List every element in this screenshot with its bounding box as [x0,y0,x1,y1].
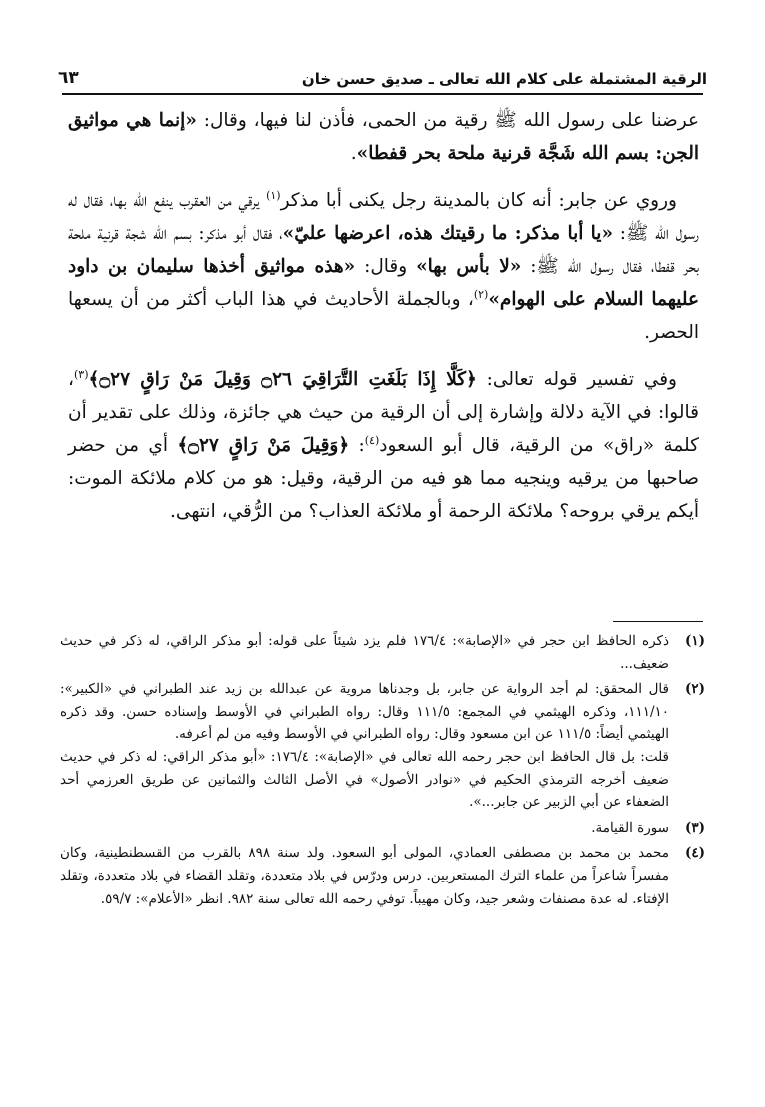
text: : [349,435,365,456]
page-header [58,52,707,88]
hadith-quote: «إنما هي مواثيق الجن: بسم الله شَجَّة قرنية ملحة بحر قفطا» [68,110,699,164]
footnote-text: سورة القيامة. [591,819,669,836]
footnote-ref-2[interactable]: (٢) [473,287,489,301]
footnote-number: (٢) [684,681,705,698]
text: ، فقال أبو مذكر: بسم الله شجة قرنية ملحة بحر قفطا، فقال رسول الله ﷺ: [68,223,700,277]
footnote-body [60,842,669,910]
footnote-1 [60,630,705,675]
hadith-quote: «لا بأس بها» [416,256,522,277]
footnote-text: محمد بن محمد بن مصطفى العمادي، المولى أبو السعود. ولد سنة ٨٩٨ بالقرب من القسطنطينية، وكان مفسراً شاعراً من علماء الترك المستعربين. درس ودرّس في بلاد متعددة، وتقلد القضاء في بلاد متعددة، وتقلد الإفتاء. له عدة مصنفات وشعر جيد، وكان مهيباً. توفي رحمه الله تعالى سنة ٩٨٢. انظر «الأعلام»: ٥٩/٧. [60,845,669,907]
paragraph-1 [68,104,699,170]
footnote-body [60,678,669,814]
main-text [68,104,699,542]
text: وروي عن جابر: أنه كان بالمدينة رجل يكنى أبا مذكر [280,190,677,211]
footnote-number: (٣) [684,819,705,836]
footnote-text: قال المحقق: لم أجد الرواية عن جابر، بل وجدناها مروية عن عبدالله بن زيد عند الطبراني في «الكبير»: ١١١/١٠، وذكره الهيثمي في المجمع: ١١١/٥ وقال: رواه الطبراني في الأوسط وإسناده حسن. وقد ذكره الهيثمي أيضاً: ١١١/٥ عن ابن مسعود وقال: رواه الطبراني في الأوسط وفيه من لم أعرفه. [60,681,669,743]
footnote-text: ذكره الحافظ ابن حجر في «الإصابة»: ١٧٦/٤ فلم يزد شيئاً على قوله: أبو مذكر الراقي، له ذكر في حديث ضعيف... [60,633,669,672]
running-title: الرقية المشتملة على كلام الله تعالى ـ صديق حسن خان [301,70,707,88]
text: . [350,143,357,164]
footnote-number: (١) [684,633,705,649]
footnote-separator [613,621,703,622]
paragraph-2 [68,184,699,349]
footnote-ref-1[interactable]: (١) [266,188,281,202]
footnote-body [60,817,669,840]
hadith-quote: «يا أبا مذكر: ما رقيتك هذه، اعرضها عليّ» [282,223,614,244]
footnote-number: (٤) [684,845,705,862]
quran-verse: ﴿كَلَّا إِذَا بَلَغَتِ التَّرَاقِيَ ۝٢٦ وَقِيلَ مَنْ رَاقٍ ۝٢٧﴾ [88,369,477,390]
text: أي من حضر صاحبها من يرقيه وينجيه مما هو فيه من الرقية، وقيل: هو من كلام ملائكة الموت: أيكم يرقي بروحه؟ ملائكة الرحمة أو ملائكة العذاب؟ من الرُّقي، انتهى. [68,435,699,522]
text: ، وبالجملة الأحاديث في هذا الباب أكثر من أن يسعها الحصر. [68,289,699,343]
text: وقال: [355,256,417,277]
footnote-ref-4[interactable]: (٤) [364,433,380,447]
page-number: ٦٣ [58,68,79,88]
quran-verse: ﴿وَقِيلَ مَنْ رَاقٍ ۝٢٧﴾ [177,435,350,456]
text: ، قالوا: في الآية دلالة وإشارة إلى أن الرقية من حيث هي جائزة، وذلك على تقدير أن كلمة «راق» من الرقية، قال أبو السعود [68,369,699,456]
text: يرقي من العقرب ينفع الله بها، فقال له رسول الله ﷺ: [68,190,700,244]
footnote-3 [60,817,705,840]
footnote-body [60,630,669,675]
footnote-ref-3[interactable]: (٣) [73,367,89,381]
text: عرضنا على رسول الله ﷺ رقية من الحمى، فأذن لنا فيها، وقال: [196,110,699,131]
footnote-text: قلت: بل قال الحافظ ابن حجر رحمه الله تعالى في «الإصابة»: ١٧٦/٤: «أبو مذكر الراقي: له ذكر في حديث ضعيف أخرجه الترمذي الحكيم في «نوادر الأصول» في الأصل الثالث والثمانين عن طريق العرزمي أحد الضعفاء عن أبي الزبير عن جابر...». [60,748,669,811]
header-rule [62,93,703,95]
footnote-4 [60,842,705,910]
footnotes [60,630,705,913]
text: وفي تفسير قوله تعالى: [476,369,677,390]
footnote-2 [60,678,705,814]
hadith-quote: «هذه مواثيق أخذها سليمان بن داود عليهما السلام على الهوام» [68,256,699,310]
paragraph-3 [68,363,699,528]
